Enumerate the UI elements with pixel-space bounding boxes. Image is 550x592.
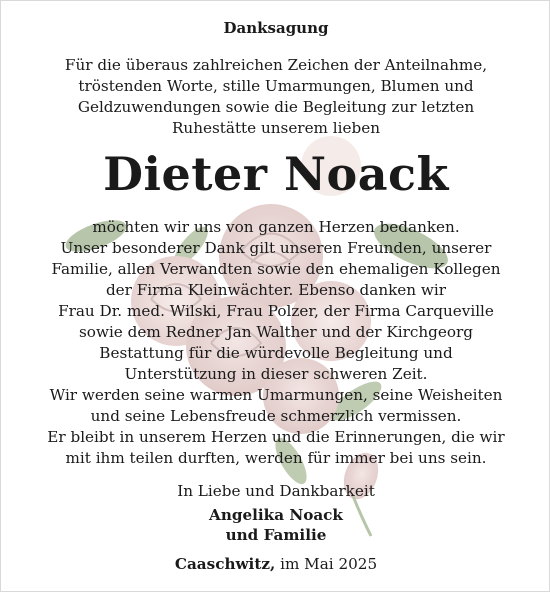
- memory-paragraph: [1, 385, 550, 469]
- memory-line: mit ihm teilen durften, werden für immer bei uns sein.: [65, 449, 487, 467]
- thanks-line: Frau Dr. med. Wilski, Frau Polzer, der Firma Carqueville: [58, 302, 494, 320]
- intro-line: Geldzuwendungen sowie die Begleitung zur letzten: [77, 98, 475, 116]
- intro-line: tröstenden Worte, stille Umarmungen, Blumen und: [78, 77, 474, 95]
- memory-line: Er bleibt in unserem Herzen und die Erinnerungen, die wir: [47, 428, 505, 446]
- thanks-paragraph: [1, 217, 550, 385]
- closing-phrase: In Liebe und Dankbarkeit: [177, 482, 375, 500]
- memory-line: und seine Lebensfreude schmerzlich vermissen.: [90, 407, 462, 425]
- memory-line: Wir werden seine warmen Umarmungen, seine Weisheiten: [49, 386, 503, 404]
- thanks-line: Unterstützung in dieser schweren Zeit.: [124, 365, 428, 383]
- thanks-line: der Firma Kleinwächter. Ebenso danken wir: [105, 281, 447, 299]
- date: im Mai 2025: [275, 555, 378, 573]
- thanks-line: sowie dem Redner Jan Walther und der Kirchgeorg: [79, 323, 473, 341]
- signer-name: Angelika Noack: [209, 506, 343, 524]
- intro-line: Ruhestätte unserem lieben: [172, 119, 380, 137]
- thanks-line: möchten wir uns von ganzen Herzen bedanken.: [92, 218, 460, 236]
- place: Caaschwitz,: [174, 555, 276, 573]
- thanks-line: Familie, allen Verwandten sowie den ehemaligen Kollegen: [51, 260, 501, 278]
- thanks-line: Bestattung für die würdevolle Begleitung und: [99, 344, 453, 362]
- signer-family: und Familie: [225, 526, 327, 544]
- intro-paragraph: [1, 55, 550, 139]
- heading: Danksagung: [223, 19, 329, 37]
- thanks-line: Unser besonderer Dank gilt unseren Freunden, unserer: [60, 239, 492, 257]
- deceased-name: Dieter Noack: [103, 147, 449, 201]
- place-date: [1, 555, 550, 573]
- intro-line: Für die überaus zahlreichen Zeichen der Anteilnahme,: [64, 56, 488, 74]
- signers: [1, 505, 550, 545]
